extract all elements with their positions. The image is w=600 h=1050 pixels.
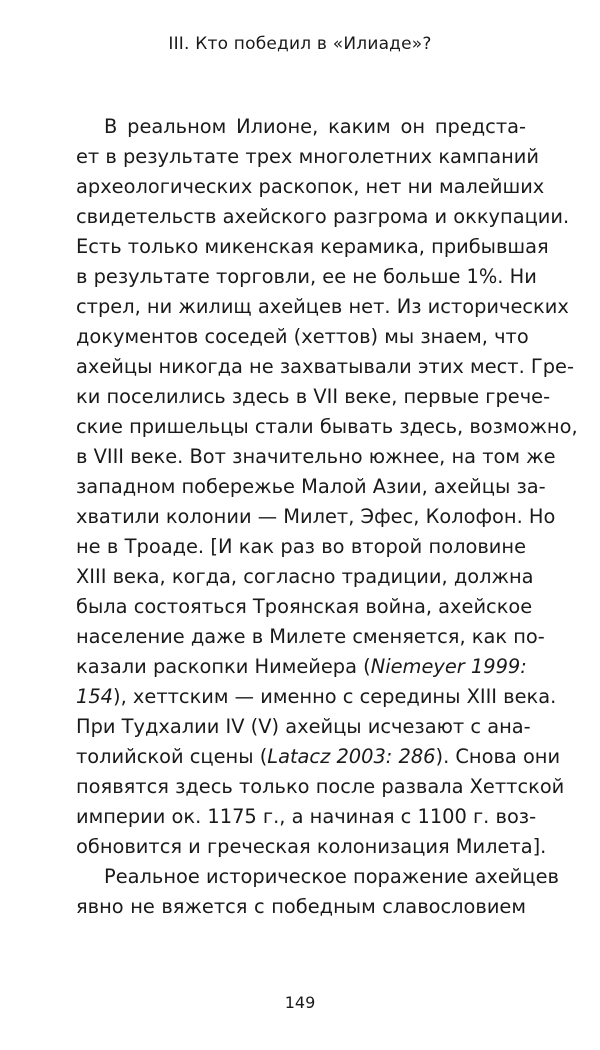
- text-segment: ). Снова они: [435, 745, 561, 768]
- text-line: ки поселились здесь в VII веке, первые грече-: [76, 385, 551, 408]
- text-line: документов соседей (хеттов) мы знаем, что: [76, 325, 529, 348]
- text-line: империи ок. 1175 г., а начиная с 1100 г. воз-: [76, 805, 537, 828]
- text-line: западном побережье Малой Азии, ахейцы за-: [76, 475, 546, 498]
- text-line: стрел, ни жилищ ахейцев нет. Из исторических: [76, 295, 569, 318]
- text-line: в результате торговли, ее не больше 1%. Ни: [76, 265, 537, 288]
- text-line: В реальном Илионе, каким он предста-: [104, 115, 526, 138]
- citation: Niemeyer 1999:: [370, 655, 527, 678]
- text-line: свидетельств ахейского разгрома и оккупации.: [76, 205, 570, 228]
- running-header: III. Кто победил в «Илиаде»?: [168, 34, 432, 54]
- text-line: не в Троаде. [И как раз во второй половине: [76, 535, 526, 558]
- text-line: При Тудхалии IV (V) ахейцы исчезают с ана-: [76, 715, 531, 738]
- text-line: [76, 652, 526, 682]
- text-line: ские пришельцы стали бывать здесь, возможно,: [76, 415, 578, 438]
- text-line: население даже в Милете сменяется, как по-: [76, 625, 545, 648]
- text-segment: толийской сцены (: [76, 745, 268, 768]
- body-text: [76, 112, 578, 922]
- text-line: археологических раскопок, нет ни малейших: [76, 175, 545, 198]
- text-line: появятся здесь только после развала Хеттской: [76, 775, 565, 798]
- text-line: ахейцы никогда не захватывали этих мест. Гре-: [76, 355, 574, 378]
- text-line: хватили колонии — Милет, Эфес, Колофон. Но: [76, 505, 556, 528]
- text-line: в VIII веке. Вот значительно южнее, на том же: [76, 445, 556, 468]
- text-line: [76, 742, 561, 772]
- text-line: [76, 682, 557, 712]
- citation: Latacz 2003: 286: [267, 745, 436, 768]
- text-line: явно не вяжется с победным славословием: [76, 895, 526, 918]
- citation: 154: [76, 685, 114, 708]
- text-segment: ), хеттским — именно с середины XIII века.: [113, 685, 557, 708]
- text-line: обновится и греческая колонизация Милета].: [76, 835, 547, 858]
- text-segment: казали раскопки Нимейера (: [76, 655, 371, 678]
- text-line: Есть только микенская керамика, прибывшая: [76, 235, 549, 258]
- text-line: XIII века, когда, согласно традиции, должна: [76, 565, 534, 588]
- page-number: 149: [284, 993, 316, 1012]
- text-line: была состояться Троянская война, ахейское: [76, 595, 533, 618]
- text-line: ет в результате трех многолетних кампаний: [76, 145, 539, 168]
- text-line: Реальное историческое поражение ахейцев: [104, 865, 559, 888]
